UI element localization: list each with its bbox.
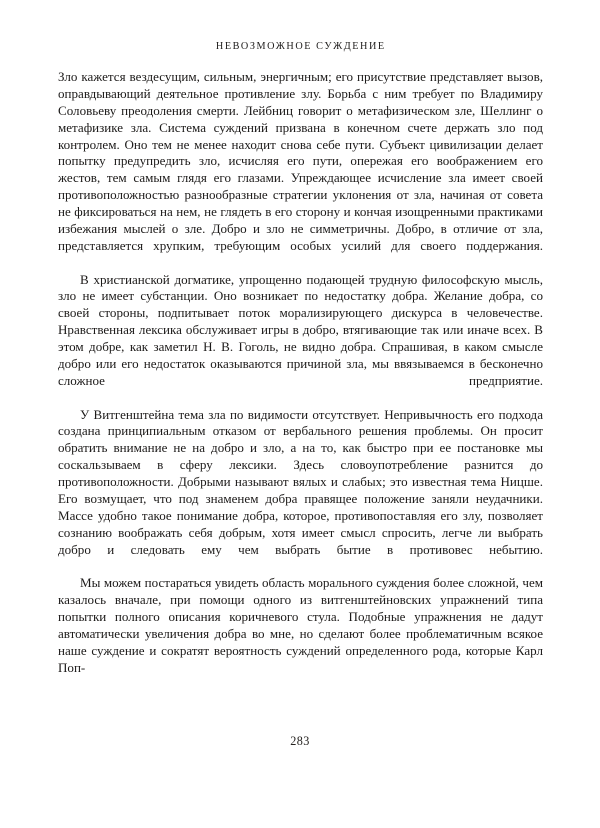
paragraph: Зло кажется вездесущим, сильным, энергичным; его присутствие представляет вызов, оправдывающий деятельное противление злу. Борьба с ним требует по Владимиру Соловьеву преодоления смерти. Лейбниц говорит о метафизическом зле, Шеллинг о метафизике зла. Система суждений призвана в конечном счете держать зло под контролем. Оно тем не менее находит снова себе пути. Субъект цивилизации делает попытку предупредить зло, исчисляя его пути, опережая его воображением его жестов, тем самым глядя его глазами. Упреждающее исчисление зла имеет своей противоположностью разнообразные стратегии уклонения от зла, начиная от совета не фиксироваться на нем, не глядеть в его сторону и кончая изощренными практиками избежания мыслей о зле. Добро и зло не симметричны. Добро, в отличие от зла, представляется хрупким, требующим особых усилий для своего поддержания. — [58, 69, 543, 253]
running-head: НЕВОЗМОЖНОЕ СУЖДЕНИЕ — [215, 41, 386, 52]
page-number: 283 — [290, 734, 310, 748]
body-text-block — [58, 69, 543, 693]
paragraph: В христианской догматике, упрощенно подающей трудную философскую мысль, зло не имеет субстанции. Оно возникает по недостатку добра. Желание добра, со своей стороны, подпитывает поток морализирующего дискурса в человечестве. Нравственная лексика обслуживает игры в добро, втягивающие так или иначе всех. В этом добре, как заметил Н. В. Гоголь, не видно добра. Спрашивая, в каком смысле добро или его недостаток оказываются причиной зла, мы ввязываемся в бесконечно сложное предприятие. — [58, 271, 543, 388]
paragraph: Мы можем постараться увидеть область морального суждения более сложной, чем казалось вначале, при помощи одного из витгенштейновских упражнений типа попытки полного описания коричневого стула. Подобные упражнения не дадут автоматически увеличения добра во мне, но сделают более проблематичным всякое наше суждение и сократят вероятность суждений определенного рода, которые Карл Поп- — [58, 575, 543, 675]
paragraph: У Витгенштейна тема зла по видимости отсутствует. Непривычность его подхода создана принципиальным отказом от вербального решения проблемы. Он просит обратить внимание не на добро и зло, а на то, как быстро при ее постановке мы соскальзываем в сферу лексики. Здесь словоупотребление разнится до противоположности. Добрыми называют вялых и слабых; это известная тема Ницше. Его возмущает, что под знаменем добра правящее положение заняли неудачники. Массе удобно такое понимание добра, которое, противопоставляя его злу, позволяет сознанию воображать себя добрым, хотя имеет смысл спросить, легче ли выбрать добро и следовать ему чем выбрать бытие в противовес небытию. — [58, 406, 543, 557]
